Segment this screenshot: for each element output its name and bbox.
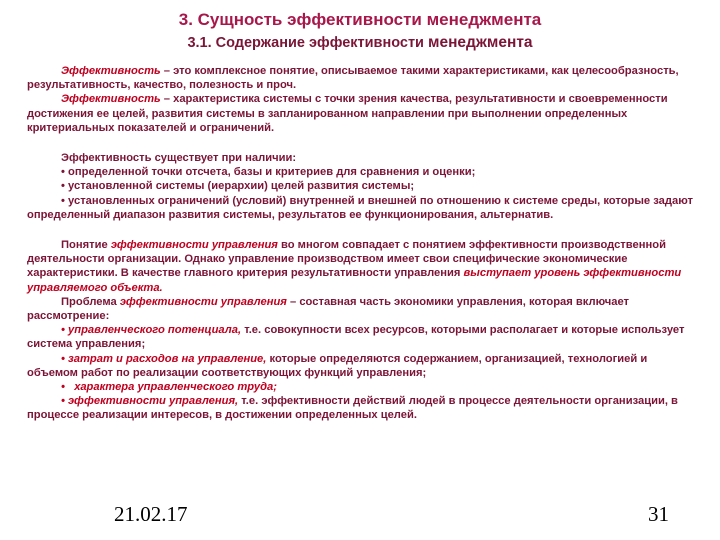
slide-subtitle — [0, 33, 720, 53]
consideration-item-2 — [27, 352, 699, 380]
definition-term-2: Эффективность — [61, 93, 161, 106]
problem-prefix: Проблема — [61, 295, 120, 308]
concept-paragraph — [27, 238, 699, 295]
slide-page-number: 31 — [648, 502, 669, 526]
existence-bullet-3: • установленных ограничений (условий) внутренней и внешней по отношению к системе среды, которые задают определенный диапазон развития системы, результатов ее функционирования, альтернатив. — [27, 194, 693, 221]
item-3-bullet: • — [61, 381, 65, 394]
spacer — [27, 135, 699, 151]
slide-title: 3. Сущность эффективности менеджмента — [178, 10, 542, 29]
concept-text: во многом совпадает с понятием эффективности производственной деятельности организации. Однако управление производством имеет свои специфические экономические характеристики. В качестве главного критерия результативности управления — [27, 239, 666, 280]
concept-emphasis: выступает уровень эффективности управляемого объекта. — [27, 267, 682, 294]
spacer — [27, 222, 699, 238]
item-4-term: • эффективности управления, — [61, 395, 239, 408]
problem-text: – составная часть экономики управления, которая включает рассмотрение: — [27, 295, 630, 323]
concept-term: эффективности управления — [110, 239, 278, 252]
existence-intro: Эффективность существует при наличии: — [61, 152, 297, 165]
slide-date: 21.02.17 — [114, 502, 188, 526]
concept-prefix: Понятие — [61, 239, 111, 252]
consideration-item-4 — [27, 394, 699, 422]
item-1-text: т.е. совокупности всех ресурсов, которыми располагает и которые использует система управления; — [27, 324, 685, 351]
definition-term-1: Эффективность — [61, 65, 161, 77]
definition-paragraph-1 — [27, 64, 699, 92]
consideration-item-3 — [27, 380, 699, 394]
item-3-term: характера управленческого труда; — [74, 381, 277, 394]
item-2-term: • затрат и расходов на управление, — [61, 352, 267, 365]
existence-bullet-1: • определенной точки отсчета, базы и критериев для сравнения и оценки; — [61, 166, 476, 179]
definition-paragraph-2 — [27, 92, 699, 135]
item-1-term: • управленческого потенциала, — [61, 324, 242, 337]
item-4-text: т.е. эффективности действий людей в процессе деятельности организации, в процессе реализации интересов, в достижении определенных целей. — [27, 395, 678, 422]
subtitle-prefix: 3.1. Содержание эффективности — [187, 35, 428, 51]
problem-paragraph — [27, 295, 699, 323]
subtitle-word: менеджмента — [427, 34, 533, 51]
item-2-text: которые определяются содержанием, организацией, технологией и объемом работ по реализации соответствующих функций управления; — [27, 352, 648, 379]
definition-text-1: – это комплексное понятие, описываемое такими характеристиками, как целесообразность, результативность, качество, полезность и проч. — [27, 65, 679, 92]
slide-body — [27, 64, 699, 423]
problem-term: эффективности управления — [119, 295, 287, 308]
existence-bullet-2: • установленной системы (иерархии) целей развития системы; — [61, 180, 415, 193]
consideration-item-1 — [27, 323, 699, 351]
definition-text-2: – характеристика системы с точки зрения качества, результативности и своевременности достижения ее целей, развития системы в запланированном направлении при выполнении определенных критериальных показателей и ограничений. — [27, 93, 668, 134]
